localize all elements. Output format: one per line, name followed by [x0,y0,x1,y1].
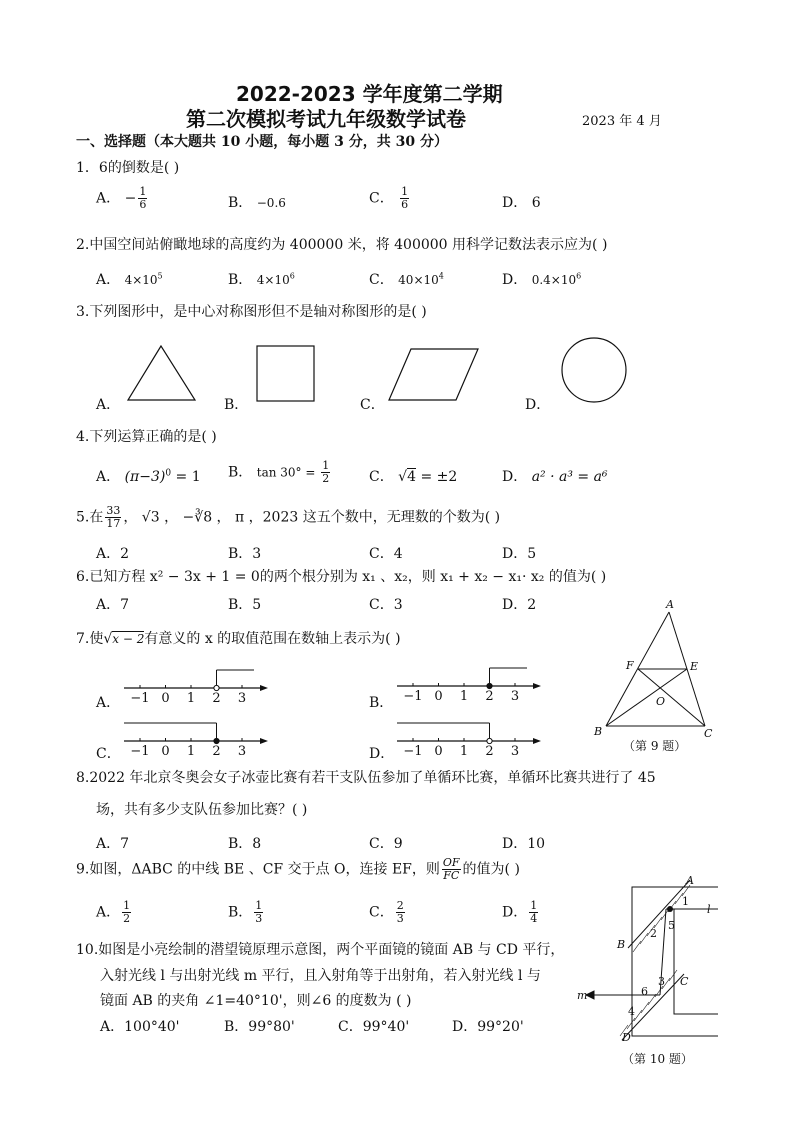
denominator: 6 [139,198,147,211]
q2-option-label: D． [502,272,528,288]
q4-option-label: C． [369,469,394,485]
denominator: 2 [322,472,330,485]
exam-title-line2: 第二次模拟考试九年级数学试卷 [186,107,466,131]
numerator: 33 [106,504,121,517]
q5-stem-start: 5.在 [76,509,104,526]
tick-label: 1 [186,691,196,706]
q6-option-value: 7 [120,597,130,613]
fig10-label-m: m [577,989,588,1002]
tick-label: 0 [161,744,170,759]
q9-stem-start: 9.如图，ΔABC 的中线 BE 、CF 交于点 O，连接 EF，则 [76,861,440,878]
q4-stem: 4.下列运算正确的是( ) [76,429,217,445]
numerator: 1 [322,459,330,472]
q2-c-value: 40×10 [398,273,439,287]
q7-option-a-label: A． [96,695,121,711]
q6-option-value: 3 [393,597,403,613]
q7-option-c-label: C． [96,746,121,762]
q1-option-label: C． [369,190,394,207]
exam-date: 2023 年 4 月 [582,114,662,129]
fig10-angle-6: 6 [641,985,648,998]
q2-a-value: 4×10 [124,273,158,287]
q10-option-value: 100°40' [124,1019,180,1035]
q6-option-label: D． [502,597,528,613]
q7-stem-start: 7.使 [76,631,104,647]
q10-option-label: B． [224,1019,249,1035]
q1-d-value: 6 [531,195,541,211]
point-e-label: E [690,660,699,673]
fig10-angle-1: 1 [682,895,689,908]
point-f-label: F [626,659,634,672]
fig10-angle-4: 4 [628,1005,635,1018]
q6-option-value: 2 [527,597,537,613]
fig10-label-b: B [617,938,626,951]
tick-label: 2 [212,691,221,706]
tick-label: 3 [237,691,247,706]
q8-option-value: 7 [120,836,130,852]
q9-option-label: B． [228,904,253,921]
numerator: 2 [396,899,404,912]
numerator: 1 [139,185,147,198]
fig10-label-a: A [686,874,694,887]
periscope-inner [674,909,718,1014]
fig10-label-c: C [680,975,689,988]
q5-option-value: 3 [252,546,262,562]
q10-option-label: D． [452,1019,478,1035]
q10-option-value: 99°40' [362,1019,410,1035]
q2-a-exp: 5 [157,271,163,281]
q5-option-label: D． [502,546,528,562]
q2-stem: 2.中国空间站俯瞰地球的高度约为 400000 米，将 400000 用科学记数法表示应为( ) [76,237,608,253]
q7-option-b-label: B． [369,695,394,711]
q1-stem: 1．6的倒数是( ) [76,160,180,176]
q8-option-value: 8 [252,836,262,852]
q7-stem-end: 有意义的 x 的取值范围在数轴上表示为( ) [144,631,401,647]
denominator: 2 [123,912,131,925]
fig10-label-l: l [707,903,711,916]
sqrt-sign: √ [103,631,113,647]
q1-a-sign: − [124,190,137,207]
tick-label: 0 [161,691,170,706]
fig10-angle-5: 5 [668,919,675,932]
tick-label: 1 [459,744,469,759]
q7-option-d-label: D． [369,746,395,762]
q4-c-radicand: 4 [407,469,417,485]
tick-label: 3 [237,744,247,759]
q5-option-value: 5 [527,546,537,562]
denominator: 6 [401,198,409,211]
q6-option-value: 5 [252,597,262,613]
q2-d-exp: 6 [576,271,582,281]
q8-option-value: 9 [393,836,403,852]
q3-option-c-label: C． [360,397,385,413]
fig10-angle-2: 2 [650,927,657,940]
denominator: 3 [396,912,404,925]
denominator: FC [443,869,460,882]
figure-10-caption: （第 10 题） [622,1052,693,1066]
q4-option-label: A． [96,469,121,485]
q5-option-label: B． [228,546,253,562]
sqrt-sign: √ [398,469,408,485]
tick-label: −1 [130,744,150,759]
q9-option-label: C． [369,904,394,921]
tick-label: 0 [434,689,443,704]
exam-title-line1: 2022-2023 学年度第二学期 [236,82,503,106]
point-a-label: A [666,598,674,611]
tick-label: 1 [459,689,469,704]
q8-option-label: A． [96,836,121,852]
q10-option-value: 99°80' [248,1019,295,1035]
q10-option-label: C． [338,1019,363,1035]
q4-c-rhs: = ±2 [416,469,458,485]
mirror-ab [628,880,690,948]
q8-option-label: D． [502,836,528,852]
q1-option-label: B． [228,195,253,211]
q2-option-label: C． [369,272,394,288]
q8-line1: 8.2022 年北京冬奥会女子冰壶比赛有若干支队伍参加了单循环比赛，单循环比赛共进行了 45 [76,770,656,786]
denominator: 3 [255,912,263,925]
q9-option-label: A． [96,904,121,921]
incidence-point [667,906,673,912]
tick-label: −1 [403,689,423,704]
figure-9-caption: （第 9 题） [623,739,687,753]
tick-label: −1 [403,744,423,759]
tick-label: 3 [510,689,520,704]
tick-label: 2 [485,689,494,704]
q6-option-label: A． [96,597,121,613]
fig10-angle-3: 3 [658,975,665,988]
q8-line2: 场，共有多少支队伍参加比赛？( ) [96,802,308,818]
q2-d-value: 0.4×10 [531,273,577,287]
section-heading: 一、选择题（本大题共 10 小题，每小题 3 分，共 30 分） [76,134,448,150]
point-o-label: O [656,695,666,708]
q1-option-label: D． [502,195,528,211]
tick-label: −1 [130,691,150,706]
q6-option-label: C． [369,597,394,613]
q4-a-exp: 0 [165,468,172,479]
tick-label: 3 [510,744,520,759]
denominator: 4 [530,912,538,925]
tick-label: 2 [485,744,494,759]
q4-option-label: B． [228,464,253,481]
q10-option-value: 99°20' [477,1019,524,1035]
q4-option-label: D． [502,469,528,485]
q5-option-label: C． [369,546,394,562]
q10-line3: 镜面 AB 的夹角 ∠1=40°10'，则∠6 的度数为 ( ) [100,993,412,1009]
q9-stem-end: 的值为( ) [462,861,520,878]
q4-b-expr: tan 30° = [256,465,320,480]
numerator: 1 [123,899,131,912]
q1-option-label: A． [96,190,121,207]
numerator: 1 [530,899,538,912]
fig10-label-d: D [622,1031,631,1044]
q3-option-b-label: B． [224,397,249,413]
point-b-label: B [594,725,603,738]
numerator: OF [442,856,460,869]
q10-line1: 10.如图是小亮绘制的潜望镜原理示意图，两个平面镜的镜面 AB 与 CD 平行， [76,942,565,958]
q5-option-value: 2 [120,546,130,562]
q2-c-exp: 4 [438,271,444,281]
tick-label: 0 [434,744,443,759]
q7-radicand: x − 2 [112,632,145,646]
q3-option-a-label: A． [96,397,121,413]
point-c-label: C [704,727,713,740]
tick-label: 2 [212,744,221,759]
q2-b-exp: 6 [289,271,295,281]
q6-stem: 6.已知方程 x² − 3x + 1 = 0的两个根分别为 x₁ 、x₂，则 x₁ + x₂ − x₁· x₂ 的值为( ) [76,569,607,585]
q10-option-label: A． [100,1019,125,1035]
q3-stem: 3.下列图形中，是中心对称图形但不是轴对称图形的是( ) [76,304,427,320]
numerator: 1 [255,899,263,912]
q10-line2: 入射光线 l 与出射光线 m 平行，且入射角等于出射角，若入射光线 l 与 [100,968,541,984]
q8-option-label: C． [369,836,394,852]
q2-option-label: A． [96,272,121,288]
q1-b-value: −0.6 [256,196,286,210]
q4-d-expr: a² · a³ = a⁶ [531,469,608,485]
q2-option-label: B． [228,272,253,288]
q4-a-expr: (π−3) [124,469,166,485]
q3-option-d-label: D． [525,397,551,413]
q8-option-label: B． [228,836,253,852]
q2-b-value: 4×10 [256,273,290,287]
q5-option-label: A． [96,546,121,562]
q5-option-value: 4 [393,546,403,562]
q5-stem-mid: ， √3 ， −∛8 ， π ，2023 这五个数中，无理数的个数为( ) [123,509,501,526]
tick-label: 1 [186,744,196,759]
q8-option-value: 10 [527,836,546,852]
denominator: 17 [106,517,121,530]
numerator: 1 [401,185,409,198]
q9-option-label: D． [502,904,528,921]
q6-option-label: B． [228,597,253,613]
q4-a-rhs: = 1 [171,469,201,485]
